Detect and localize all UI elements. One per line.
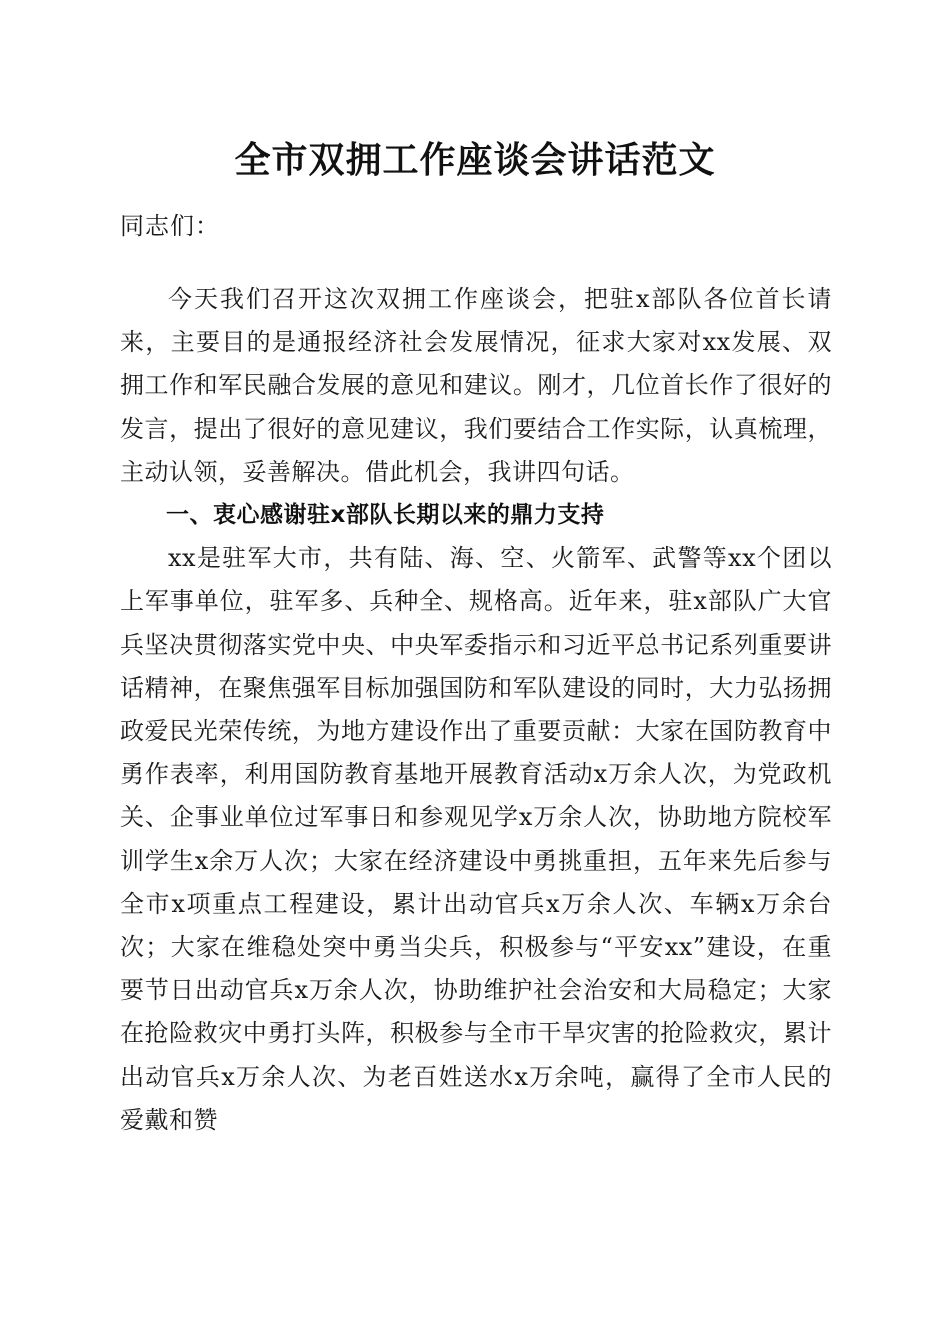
document-title: 全市双拥工作座谈会讲话范文 (234, 140, 716, 181)
salutation: 同志们： (120, 212, 220, 240)
paragraph-section-1: xx是驻军大市，共有陆、海、空、火箭军、武警等xx个团以上军事单位，驻军多、兵种全、规格高。近年来，驻x部队广大官兵坚决贯彻落实党中央、中央军委指示和习近平总书记系列重要讲话精神，在聚焦强军目标加强国防和军队建设的同时，大力弘扬拥政爱民光荣传统，为地方建设作出了重要贡献：大家在国防教育中勇作表率，利用国防教育基地开展教育活动x万余人次，为党政机关、企事业单位过军事日和参观见学x万余人次，协助地方院校军训学生x余万人次；大家在经济建设中勇挑重担，五年来先后参与全市x项重点工程建设，累计出动官兵x万余人次、车辆x万余台次；大家在维稳处突中勇当尖兵，积极参与“平安xx”建设，在重要节日出动官兵x万余人次，协助维护社会治安和大局稳定；大家在抢险救灾中勇打头阵，积极参与全市干旱灾害的抢险救灾，累计出动官兵x万余人次、为老百姓送水x万余吨，赢得了全市人民的爱戴和赞 (120, 544, 832, 1134)
section-heading-1: 一、衷心感谢驻x部队长期以来的鼎力支持 (166, 502, 605, 529)
paragraph-intro: 今天我们召开这次双拥工作座谈会，把驻x部队各位首长请来，主要目的是通报经济社会发展情况，征求大家对xx发展、双拥工作和军民融合发展的意见和建议。刚才，几位首长作了很好的发言，提出了很好的意见建议，我们要结合工作实际，认真梳理，主动认领，妥善解决。借此机会，我讲四句话。 (120, 285, 832, 486)
document-body (120, 278, 832, 1142)
